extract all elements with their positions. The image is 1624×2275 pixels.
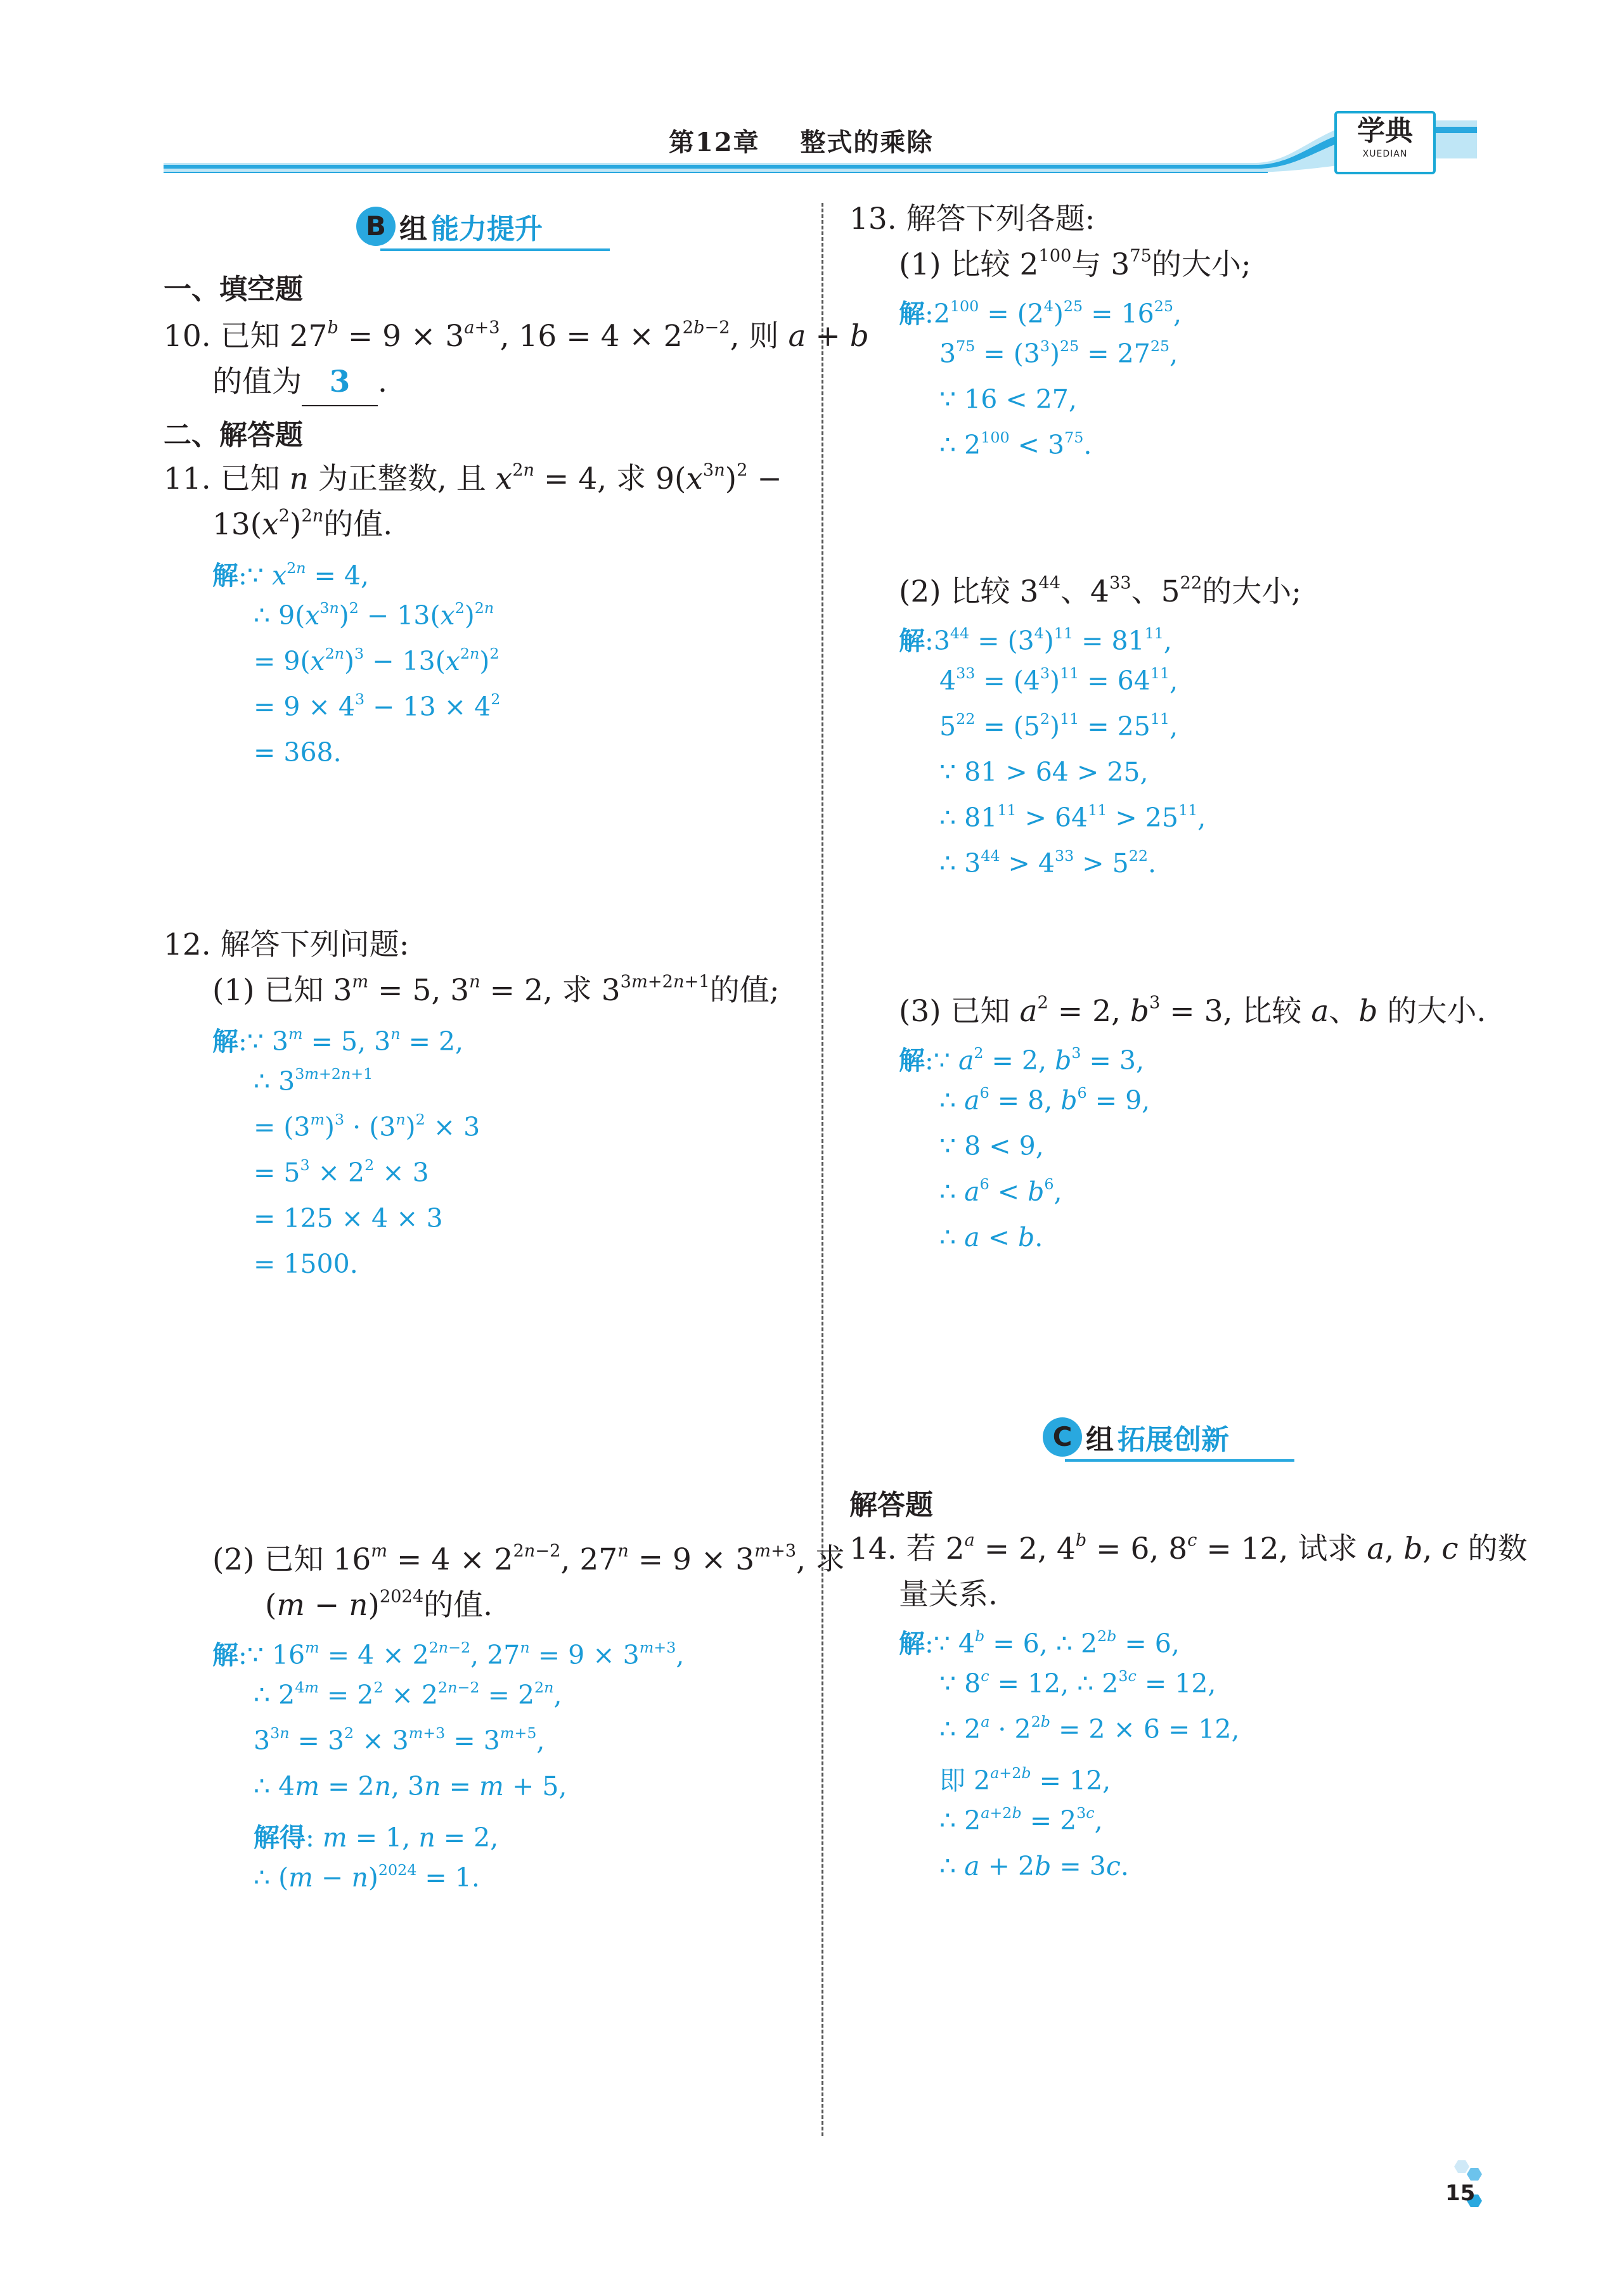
sol12-1-line1: 解:∵ $3^m = 5$, $3^n = 2$,	[212, 1025, 464, 1057]
sol14-line1: 解:∵ $4^b = 6$, ∴ $2^{2b} = 6$,	[899, 1627, 1180, 1659]
sol-label: 解	[212, 1026, 238, 1057]
sol12-2-line6: ∴ $(m - n)^{2024} = 1$.	[254, 1861, 480, 1893]
question-12: 12. 解答下列问题:	[164, 927, 409, 962]
sol11-line2: ∴ $9(x^{3n})^2 - 13(x^2)^{2n}$	[254, 599, 494, 631]
sol13-1-line2: $3^{75} = (3^3)^{25} = 27^{25}$,	[939, 337, 1178, 369]
sol13-2-line2: $4^{33} = (4^3)^{11} = 64^{11}$,	[939, 664, 1178, 696]
sol-label: 解	[212, 1640, 238, 1670]
group-b-title: 能力提升	[431, 213, 543, 245]
chapter-header	[669, 122, 973, 158]
sol13-2-line4: ∵ 81 > 64 > 25,	[939, 757, 1149, 787]
publisher-logo	[1334, 111, 1436, 174]
question-13-1: (1) 比较 $2^{100}$与 $3^{75}$的大小;	[899, 246, 1251, 282]
question-12-1: (1) 已知 $3^m = 5$, $3^n = 2$, 求 $3^{3m+2n+1}$的值;	[212, 972, 780, 1008]
chapter-title: 整式的乘除	[800, 127, 934, 157]
solve-label: 解得	[254, 1822, 306, 1853]
sol13-3-line5: ∴ a < b.	[939, 1222, 1043, 1253]
question-14: 14. 若 $2^a = 2$, $4^b = 6$, $8^c = 12$, 试求 a, b, c 的数	[849, 1530, 1528, 1566]
question-13: 13. 解答下列各题:	[849, 202, 1095, 236]
logo-text: 学典	[1357, 115, 1413, 147]
sol14-line5: ∴ $2^{a+2b} = 2^{3c}$,	[939, 1804, 1103, 1836]
question-11: 11. 已知 n 为正整数, 且 $x^{2n} = 4$, 求 $9(x^{3n})^2$ −	[164, 460, 782, 496]
sol13-2-line5: ∴ $81^{11} > 64^{11} > 25^{11}$,	[939, 801, 1206, 833]
sol11-line5: = 368.	[254, 737, 342, 768]
sol13-2-line6: ∴ $3^{44} > 4^{33} > 5^{22}$.	[939, 847, 1157, 879]
page-number: 15	[1445, 2181, 1476, 2206]
q10-answer: 3	[329, 364, 351, 399]
sol14-line2: ∵ $8^c = 12$, ∴ $2^{3c} = 12$,	[939, 1667, 1216, 1699]
question-12-2-line2: $(m - n)^{2024}$的值.	[265, 1587, 493, 1623]
group-c-word: 组	[1086, 1424, 1114, 1456]
group-c-title: 拓展创新	[1118, 1424, 1229, 1456]
sol14-line3: ∴ $2^a \cdot 2^{2b} = 2 \times 6 = 12$,	[939, 1713, 1240, 1744]
group-b-badge: B	[356, 207, 396, 246]
question-13-3: (3) 已知 $a^2 = 2$, $b^3 = 3$, 比较 a、b 的大小.	[899, 993, 1486, 1029]
sol-label: 解	[899, 1628, 925, 1659]
sol11-line4: = $9 \times 4^3 - 13 \times 4^2$	[254, 690, 501, 722]
sol12-2-line3: $3^{3n} = 3^2 \times 3^{m+3} = 3^{m+5}$,	[254, 1724, 545, 1756]
sol12-2-line4: ∴ 4m = 2n, 3n = m + 5,	[254, 1771, 567, 1801]
question-10: 10. 已知 $27^b = 9 \times 3^{a+3}$, $16 = 4 \times 2^{2b-2}$, 则 a + b	[164, 318, 869, 354]
group-b-heading	[356, 206, 543, 247]
question-13-2: (2) 比较 $3^{44}$、$4^{33}$、$5^{22}$的大小;	[899, 573, 1302, 609]
sol12-1-line3: = $(3^m)^3 \cdot (3^n)^2 \times 3$	[254, 1111, 480, 1142]
question-11-line2: $13(x^2)^{2n}$的值.	[212, 506, 393, 542]
question-14-line2: 量关系.	[899, 1577, 998, 1612]
sol12-1-line2: ∴ $3^{3m+2n+1}$	[254, 1065, 373, 1097]
sol13-3-line2: ∴ $a^6 = 8$, $b^6 = 9$,	[939, 1084, 1150, 1116]
section-solve-c: 解答题	[849, 1489, 933, 1521]
sol13-2-line1: 解$:3^{44} = (3^4)^{11} = 81^{11}$,	[899, 624, 1172, 656]
sol13-1-line4: ∴ $2^{100} < 3^{75}$.	[939, 429, 1092, 460]
group-c-underline-bar	[1065, 1459, 1294, 1462]
sol12-1-line4: = $5^3 \times 2^2 \times 3$	[254, 1156, 429, 1188]
logo-subtext: XUEDIAN	[1362, 149, 1408, 159]
column-divider	[822, 203, 823, 2136]
sol12-2-line1: 解:∵ $16^m = 4 \times 2^{2n-2}$, $27^n = 9 \times 3^{m+3}$,	[212, 1639, 685, 1670]
sol14-line4: 即 $2^{a+2b} = 12$,	[939, 1764, 1111, 1796]
sol13-3-line4: ∴ $a^6 < b^6$,	[939, 1175, 1062, 1207]
sol11-line3: = $9(x^{2n})^3 - 13(x^{2n})^2$	[254, 645, 499, 676]
sol-label: 解	[899, 299, 925, 329]
question-10-line2: 的值为 3 .	[212, 359, 387, 406]
group-c-badge: C	[1043, 1417, 1082, 1457]
sol13-1-line1: 解$:2^{100} = (2^4)^{25} = 16^{25}$,	[899, 297, 1182, 329]
sol13-3-line3: ∵ 8 < 9,	[939, 1131, 1044, 1161]
sol13-2-line3: $5^{22} = (5^2)^{11} = 25^{11}$,	[939, 710, 1178, 742]
sol12-1-line6: = 1500.	[254, 1249, 358, 1279]
sol13-3-line1: 解:∵ $a^2 = 2$, $b^3 = 3$,	[899, 1044, 1145, 1076]
question-12-2: (2) 已知 $16^m = 4 \times 2^{2n-2}$, $27^n = 9 \times 3^{m+3}$, 求	[212, 1541, 845, 1577]
group-b-underline	[380, 248, 610, 251]
sol12-1-line5: = 125 × 4 × 3	[254, 1203, 443, 1234]
section-fill: 一、填空题	[164, 273, 303, 306]
group-b-word: 组	[399, 213, 427, 245]
section-solve: 二、解答题	[164, 419, 303, 451]
sol-label: 解	[212, 560, 238, 591]
sol12-2-line5: 解得: m = 1, n = 2,	[254, 1822, 499, 1853]
chapter-number: 第12章	[669, 127, 760, 157]
sol-label: 解	[899, 626, 925, 656]
group-c-heading	[1043, 1417, 1229, 1457]
sol11-line1: 解:∵ $x^{2n} = 4$,	[212, 559, 370, 591]
sol-label: 解	[899, 1045, 925, 1076]
sol13-1-line3: ∵ 16 < 27,	[939, 384, 1077, 415]
sol12-2-line2: ∴ $2^{4m} = 2^2 \times 2^{2n-2} = 2^{2n}$,	[254, 1679, 562, 1710]
sol14-line6: ∴ a + 2b = 3c.	[939, 1851, 1129, 1881]
